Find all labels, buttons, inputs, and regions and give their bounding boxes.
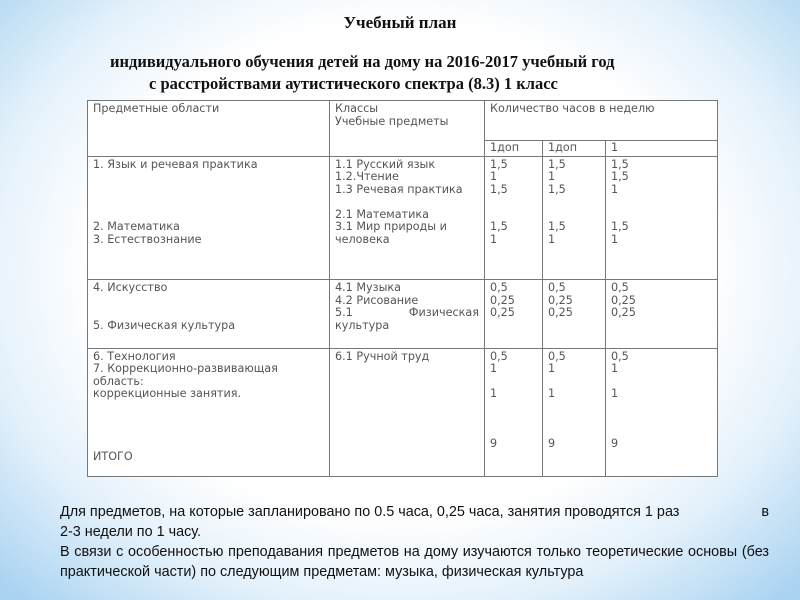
hours-value: 1 [548,232,556,246]
hours-value: 0,5 [611,349,629,363]
subject-text: 2.1 Математика [335,207,429,221]
hours-value: 0,5 [548,281,566,294]
hours-value: 0,5 [490,281,508,294]
hours-value: 1,5 [490,182,508,196]
area-text: 2. Математика [93,220,180,234]
subject-text: Физическая [408,306,479,319]
table-header-row [88,101,718,141]
subtitle-line-1: индивидуального обучения детей на дому на 2016-2017 учебный год [110,52,615,71]
subject-text: 3.1 Мир природы и [335,220,447,234]
hours-value: 0,5 [611,281,629,294]
hours-value: 1,5 [611,220,629,234]
total-label: ИТОГО [93,449,133,463]
hours-value: 0,25 [490,306,515,319]
hours-value: 0,25 [548,306,573,319]
note-schedule-word: в [761,504,769,520]
area-text: 4. Искусство [93,281,168,294]
hours-cell [606,348,718,476]
hours-cell [485,156,543,279]
header-subject-areas: Предметные области [88,101,330,157]
header-classes-subjects [330,101,485,157]
area-text: коррекционные занятия. [93,387,241,401]
hours-value: 1,5 [490,220,508,234]
hours-value: 0,25 [611,306,636,319]
hours-value: 1 [548,362,556,376]
hours-value: 0,25 [611,293,636,307]
subject-text: 1.1 Русский язык [335,157,436,171]
area-text: 7. Коррекционно-развивающая область: [93,362,278,388]
note-schedule-text: Для предметов, на которые запланировано по 0.5 часа, 0,25 часа, занятия проводятся 1 раз [60,504,680,520]
area-text: 6. Технология [93,349,176,363]
hours-value: 1 [611,362,619,376]
table-row [88,156,718,279]
total-value: 9 [490,437,498,451]
subtitle-line-2: с расстройствами аутистического спектра (8.3) 1 класс [149,74,558,93]
hours-value: 1,5 [611,170,629,184]
subject-text: 6.1 Ручной труд [335,349,430,363]
hours-value: 1,5 [490,157,508,171]
subject-text: культура [335,318,390,332]
subjects-cell [330,348,485,476]
hours-value: 1 [611,182,619,196]
subject-text: человека [335,232,390,246]
hours-value: 0,5 [548,349,566,363]
hours-cell [543,280,606,349]
hours-value: 1 [490,232,498,246]
hours-value: 1 [611,232,619,246]
header-subjects: Учебные предметы [335,114,449,128]
areas-cell [88,280,330,349]
hours-cell [485,348,543,476]
hours-value: 1 [490,170,498,184]
total-value: 9 [611,437,619,451]
hours-value: 1 [490,362,498,376]
note-schedule-text-2: 2-3 недели по 1 часу. [60,524,202,540]
subject-text: 1.3 Речевая практика [335,182,463,196]
area-text: 3. Естествознание [93,232,202,246]
hours-value: 0,25 [548,293,573,307]
hours-value: 0,25 [490,293,515,307]
header-classes: Классы [335,102,379,115]
hours-value: 1 [548,387,556,401]
hours-cell [485,280,543,349]
hours-cell [543,156,606,279]
hours-value: 1,5 [548,182,566,196]
hours-value: 1,5 [611,157,629,171]
subject-text: 4.1 Музыка [335,281,402,294]
header-hours-per-week: Количество часов в неделю [485,101,718,141]
subjects-cell [330,156,485,279]
note-schedule [60,502,769,542]
area-text: 5. Физическая культура [93,318,236,332]
hours-value: 1 [611,387,619,401]
total-value: 9 [548,437,556,451]
table-row [88,280,718,349]
hours-cell [606,280,718,349]
area-text: 1. Язык и речевая практика [93,157,258,171]
hours-cell [543,348,606,476]
subheader-col-2: 1доп [543,141,606,157]
curriculum-table [87,100,718,477]
subheader-col-1: 1доп [485,141,543,157]
hours-value: 1 [548,170,556,184]
subjects-cell [330,280,485,349]
hours-value: 1,5 [548,157,566,171]
hours-value: 1,5 [548,220,566,234]
table-row [88,348,718,476]
areas-cell [88,348,330,476]
subject-text: 1.2.Чтение [335,170,399,184]
subheader-col-3: 1 [606,141,718,157]
hours-value: 1 [490,387,498,401]
page-title: Учебный план [343,13,457,32]
subject-text: 5.1 [335,306,353,319]
subject-text: 4.2 Рисование [335,293,419,307]
hours-value: 0,5 [490,349,508,363]
areas-cell [88,156,330,279]
note-theory: В связи с особенностью преподавания предметов на дому изучаются только теоретические основы (без практической части) по следующим предметам: музыка, физическая культура [60,544,769,580]
hours-cell [606,156,718,279]
